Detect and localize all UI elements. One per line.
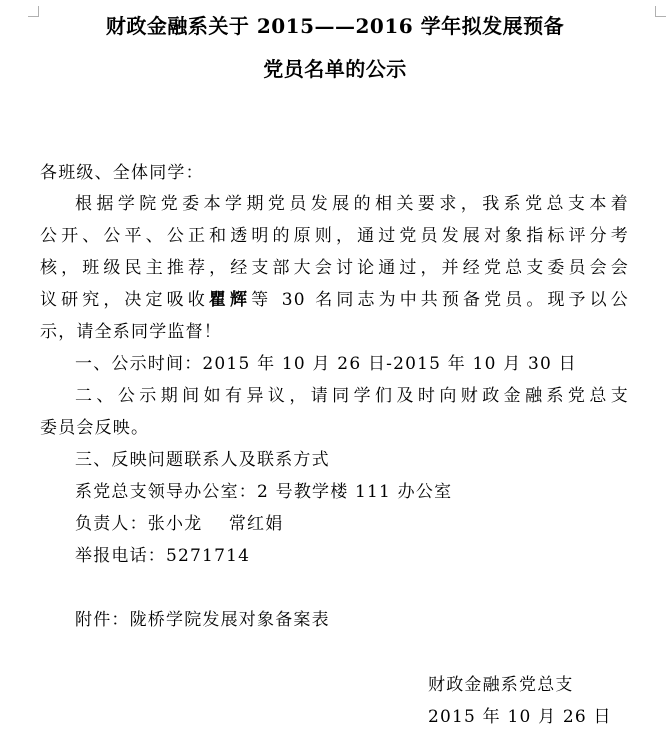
body-line-1: 根据学院党委本学期党员发展的相关要求，我系党总支本着 — [75, 194, 629, 214]
body-line-3: 核，班级民主推荐，经支部大会讨论通过，并经党总支委员会会 — [40, 258, 629, 278]
responsible-persons: 负责人：张小龙 常红娟 — [75, 514, 284, 534]
attachment-line: 附件：陇桥学院发展对象备案表 — [75, 610, 330, 630]
item-objection-line-1: 二、公示期间如有异议，请同学们及时向财政金融系党总支 — [75, 386, 629, 406]
report-phone: 举报电话：5271714 — [75, 546, 251, 566]
body-line-4-start: 议研究，决定吸收 — [40, 290, 209, 310]
document-title-line-2: 党员名单的公示 — [263, 57, 407, 81]
item-objection-line-2: 委员会反映。 — [40, 418, 150, 438]
item-publicity-period: 一、公示时间：2015 年 10 月 26 日-2015 年 10 月 30 日 — [75, 354, 577, 374]
item-contact-heading: 三、反映问题联系人及联系方式 — [75, 450, 330, 470]
signature-date: 2015 年 10 月 26 日 — [428, 707, 612, 727]
body-line-4-end: 等 30 名同志为中共预备党员。现予以公 — [251, 290, 629, 310]
body-line-2: 公开、公平、公正和透明的原则，通过党员发展对象指标评分考 — [40, 226, 629, 246]
office-location: 系党总支领导办公室：2 号教学楼 111 办公室 — [75, 482, 453, 502]
document-title-line-1: 财政金融系关于 2015——2016 学年拟发展预备 — [105, 14, 565, 38]
body-line-5: 示，请全系同学监督！ — [40, 322, 222, 342]
salutation: 各班级、全体同学： — [40, 163, 204, 183]
highlighted-name: 瞿辉 — [208, 290, 252, 310]
signature-organization: 财政金融系党总支 — [428, 675, 574, 695]
body-line-4 — [40, 285, 629, 310]
